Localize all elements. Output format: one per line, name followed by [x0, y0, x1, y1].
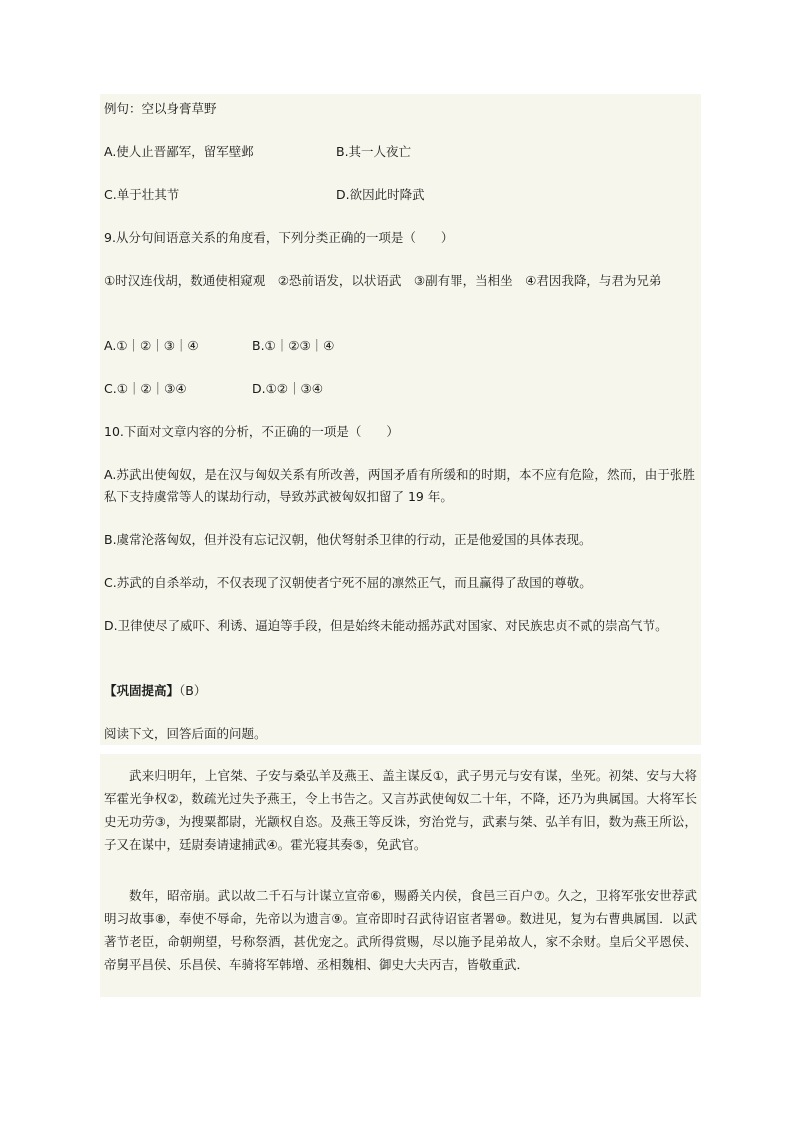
q10-option-b: B.虞常沦落匈奴，但并没有忘记汉朝，他伏弩射杀卫律的行动，正是他爱国的具体表现。: [104, 532, 592, 547]
q9-option-a: A.①｜②｜③｜④: [104, 338, 199, 353]
passage-paragraph-1: 武来归明年，上官桀、子安与桑弘羊及燕王、盖主谋反①，武子男元与安有谋，坐死。初桀、安与大将军霍光争权②，数疏光过失予燕王，令上书告之。又言苏武使匈奴二十年，不降，还乃为典属国。大将军长史无功劳③，为搜粟都尉，光颛权自恣。及燕王等反诛，穷治党与，武素与桀、弘羊有旧，数为燕王所讼，子又在谋中，廷尉奏请逮捕武④。霍光寝其奏⑤，免武官。: [104, 768, 697, 852]
reading-instruction: 阅读下文，回答后面的问题。: [104, 726, 267, 741]
section-level: （B）: [179, 683, 207, 698]
q8-option-c: C.单于壮其节: [104, 187, 180, 202]
q9-options-row-1: [104, 335, 695, 357]
q9-option-d: D.①②｜③④: [252, 381, 323, 396]
q10-option-d: D.卫律使尽了威吓、利诱、逼迫等手段，但是始终未能动摇苏武对国家、对民族忠贞不贰的崇高气节。: [104, 618, 668, 633]
q9-option-b: B.①｜②③｜④: [252, 338, 335, 353]
section-title: 【巩固提高】: [104, 683, 180, 698]
section-heading: [104, 680, 695, 702]
q9-options-row-2: [104, 378, 695, 400]
q9-stem: 9.从分句间语意关系的角度看，下列分类正确的一项是（ ）: [104, 230, 454, 245]
q8-options-row-2: [104, 184, 695, 206]
q10-option-a: A.苏武出使匈奴，是在汉与匈奴关系有所改善，两国矛盾有所缓和的时期，本不应有危险，然而，由于张胜私下支持虞常等人的谋劫行动，导致苏武被匈奴扣留了 19 年。: [104, 467, 695, 504]
passage-block: [100, 754, 701, 997]
q10-option-c: C.苏武的自杀举动，不仅表现了汉朝使者宁死不屈的凛然正气，而且赢得了敌国的尊敬。: [104, 575, 592, 590]
q9-option-c: C.①｜②｜③④: [104, 381, 187, 396]
q9-clauses: ①时汉连伐胡，数通使相窥观 ②恐前语发，以状语武 ③副有罪，当相坐 ④君因我降，与君为兄弟: [104, 273, 662, 288]
passage-paragraph-2: 数年，昭帝崩。武以故二千石与计谋立宣帝⑥，赐爵关内侯，食邑三百户⑦。久之，卫将军张安世荐武明习故事⑧，奉使不辱命，先帝以为遗言⑨。宣帝即时召武待诏宦者署⑩。数进见，复为右曹典属国．以武著节老臣，命朝朔望，号称祭酒，甚优宠之。武所得赏赐，尽以施予昆弟故人，家不余财。皇后父平恩侯、帝舅平昌侯、乐昌侯、车骑将军韩增、丞相魏相、御史大夫丙吉，皆敬重武．: [104, 888, 697, 972]
q8-option-b: B.其一人夜亡: [336, 144, 412, 159]
q8-option-a: A.使人止晋鄙军，留军壁邺: [104, 144, 254, 159]
q8-option-d: D.欲因此时降武: [336, 187, 425, 202]
questions-block: [100, 94, 701, 745]
example-sentence: 例句：空以身膏草野: [104, 101, 217, 116]
q8-options-row-1: [104, 141, 695, 163]
q10-stem: 10.下面对文章内容的分析，不正确的一项是（ ）: [104, 424, 399, 439]
